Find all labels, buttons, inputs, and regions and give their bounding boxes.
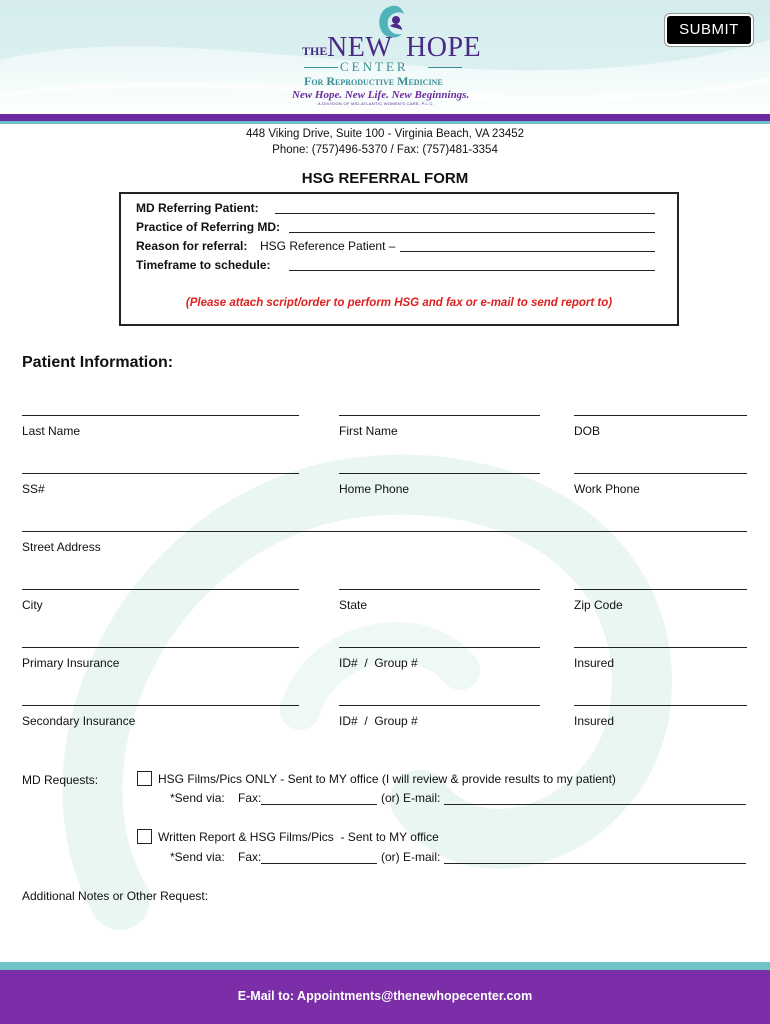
option2-send-via-label: *Send via: [170, 850, 225, 864]
option1-checkbox[interactable] [137, 771, 152, 786]
home-phone-field[interactable] [339, 473, 540, 474]
last-name-field[interactable] [22, 415, 299, 416]
address-line: 448 Viking Drive, Suite 100 - Virginia Beach, VA 23452 [245, 128, 525, 140]
dob-field[interactable] [574, 415, 747, 416]
secondary-insured-label: Insured [574, 714, 615, 728]
ssn-field[interactable] [22, 473, 299, 474]
zip-code-label: Zip Code [574, 598, 623, 612]
header-teal-divider [0, 121, 770, 124]
md-referring-patient-label: MD Referring Patient: [136, 201, 259, 215]
logo-tagline: New Hope. New Life. New Beginnings. [292, 89, 470, 101]
reason-value: HSG Reference Patient – [260, 239, 396, 253]
footer-teal-bar [0, 962, 770, 970]
footer-email-text: E-Mail to: Appointments@thenewhopecenter.com [237, 989, 533, 1003]
first-name-label: First Name [339, 424, 398, 438]
logo-the-text: THE [302, 44, 328, 58]
work-phone-field[interactable] [574, 473, 747, 474]
option1-fax-label: Fax: [238, 791, 262, 805]
work-phone-label: Work Phone [574, 482, 640, 496]
dob-label: DOB [574, 424, 601, 438]
primary-insured-field[interactable] [574, 647, 747, 648]
zip-code-field[interactable] [574, 589, 747, 590]
secondary-insurance-field[interactable] [22, 705, 299, 706]
option1-email-field[interactable] [444, 804, 746, 805]
option1-email-label: (or) E-mail: [381, 791, 441, 805]
option1-label: HSG Films/Pics ONLY - Sent to MY office (I will review & provide results to my patient) [158, 772, 616, 786]
primary-insurance-field[interactable] [22, 647, 299, 648]
phone-line: Phone: (757)496-5370 / Fax: (757)481-3354 [272, 144, 498, 156]
reason-field[interactable] [400, 251, 655, 252]
city-label: City [22, 598, 43, 612]
secondary-id-group-label: ID# / Group # [339, 714, 418, 728]
option1-send-via-label: *Send via: [170, 791, 225, 805]
secondary-insured-field[interactable] [574, 705, 747, 706]
city-field[interactable] [22, 589, 299, 590]
header-purple-divider [0, 114, 770, 121]
additional-notes-area[interactable] [22, 906, 747, 956]
primary-insurance-label: Primary Insurance [22, 656, 120, 670]
patient-info-title: Patient Information: [22, 354, 174, 371]
street-address-label: Street Address [22, 540, 101, 554]
option2-fax-label: Fax: [238, 850, 262, 864]
secondary-insurance-label: Secondary Insurance [22, 714, 136, 728]
timeframe-field[interactable] [289, 270, 655, 271]
option2-email-label: (or) E-mail: [381, 850, 441, 864]
logo-center-text: CENTER [340, 59, 409, 74]
primary-insured-label: Insured [574, 656, 615, 670]
logo-rule-right [428, 67, 462, 68]
street-address-field[interactable] [22, 531, 747, 532]
timeframe-label: Timeframe to schedule: [136, 258, 271, 272]
primary-id-group-field[interactable] [339, 647, 540, 648]
additional-notes-label: Additional Notes or Other Request: [22, 889, 209, 903]
logo-rule-left [304, 67, 338, 68]
option2-label: Written Report & HSG Films/Pics - Sent to MY office [158, 830, 439, 844]
logo-hope-text: HOPE [406, 32, 482, 63]
primary-id-group-label: ID# / Group # [339, 656, 418, 670]
logo-new-text: NEW [327, 32, 393, 63]
state-label: State [339, 598, 368, 612]
md-requests-label: MD Requests: [22, 773, 99, 787]
form-title: HSG REFERRAL FORM [301, 170, 469, 187]
md-referring-patient-field[interactable] [275, 213, 655, 214]
secondary-id-group-field[interactable] [339, 705, 540, 706]
logo-fineprint: A DIVISION OF MID-ATLANTIC WOMEN'S CARE, P.L.C. [318, 101, 435, 106]
attach-script-note: (Please attach script/order to perform HSG and fax or e-mail to send report to) [185, 297, 613, 309]
practice-label: Practice of Referring MD: [136, 220, 281, 234]
home-phone-label: Home Phone [339, 482, 410, 496]
first-name-field[interactable] [339, 415, 540, 416]
state-field[interactable] [339, 589, 540, 590]
ssn-label: SS# [22, 482, 45, 496]
submit-button[interactable]: SUBMIT [665, 14, 753, 46]
last-name-label: Last Name [22, 424, 81, 438]
logo-subtitle: For Reproductive Medicine [304, 74, 443, 88]
option2-email-field[interactable] [444, 863, 746, 864]
option2-checkbox[interactable] [137, 829, 152, 844]
option1-fax-field[interactable] [261, 804, 377, 805]
reason-label: Reason for referral: [136, 239, 248, 253]
option2-fax-field[interactable] [261, 863, 377, 864]
practice-field[interactable] [289, 232, 655, 233]
